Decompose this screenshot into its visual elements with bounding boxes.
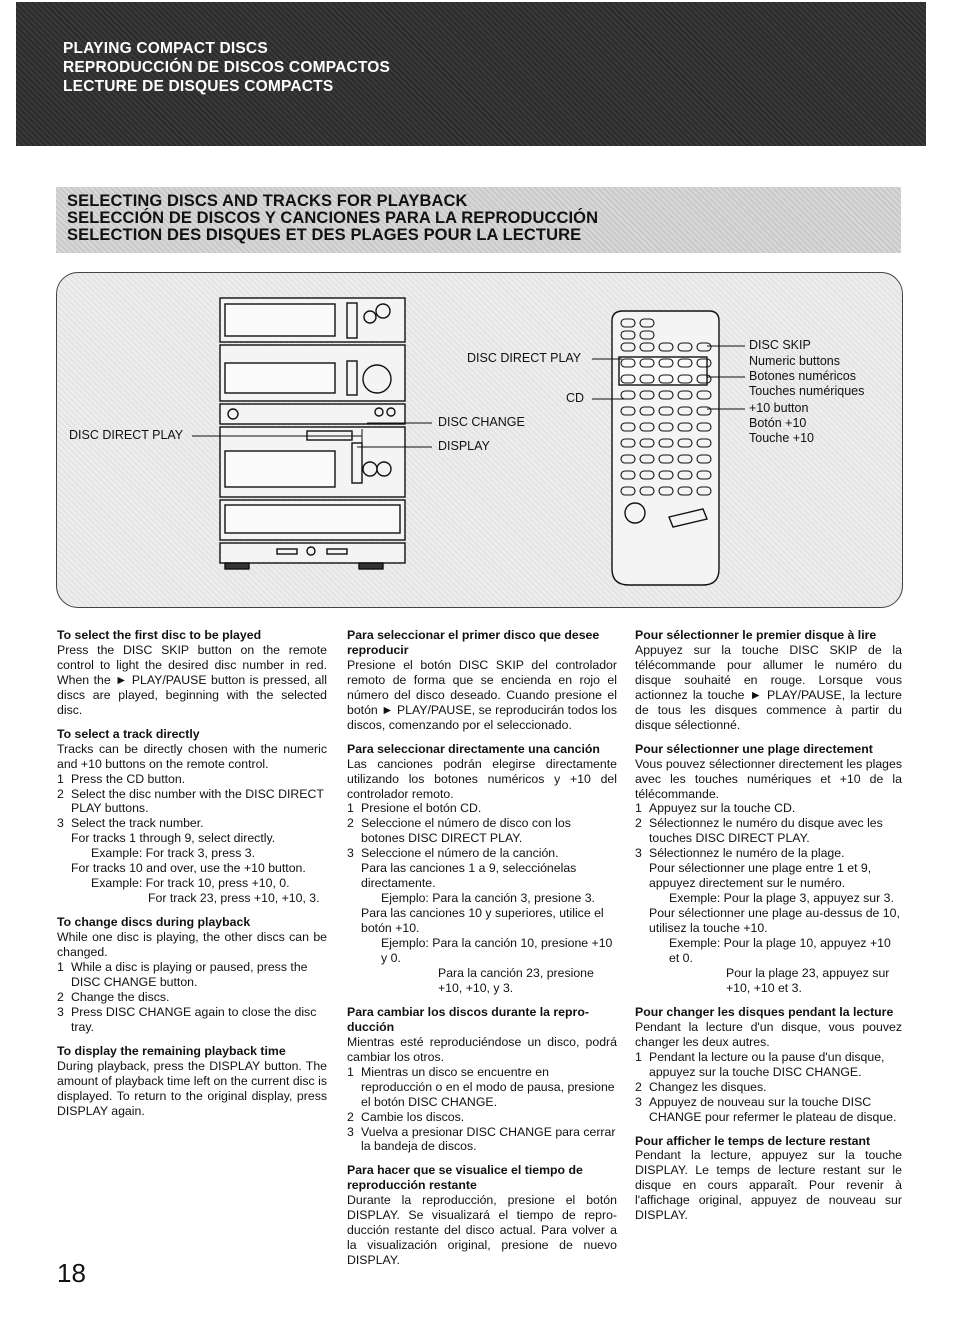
illustration-panel [56,272,903,608]
en-text-first-disc: Press the DISC SKIP button on the remote control to light the desired disc number in red. When the ► PLAY/PAUSE button is pressed, all discs are played, beginning with the selected disc. [57,642,327,717]
chapter-title-fr: LECTURE DE DISQUES COMPACTS [63,78,334,95]
en-text-change-discs: While one disc is playing, the other discs can be changed. [57,930,327,960]
es-heading-select-track: Para seleccionar directamente una canción [347,741,600,756]
es-heading-change-discs: Para cambiar los discos durante la repro-ducción [347,1004,589,1034]
es-example: Para la canción 23, presione +10, +10, y 3. [438,965,594,995]
fr-heading-first-disc: Pour sélectionner le premier disque à lire [635,628,877,642]
remote-control-drawing [612,311,719,585]
en-text-select-track: Tracks can be directly chosen with the numeric and +10 buttons on the remote control. [57,741,327,771]
list-item: 1 Mientras un disco se encuentre en reproducción o en el modo de pausa, presione el botón DISC CHANGE. [347,1064,615,1109]
en-example: Example: For track 3, press 3. [91,846,256,861]
fr-heading-change-discs: Pour changer les disques pendant la lecture [635,1004,894,1019]
label-numeric-es: Botones numéricos [749,369,857,383]
list-item: 1 Pendant la lecture ou la pause d'un disque, appuyez sur la touche DISC CHANGE. [635,1049,885,1079]
list-item: 1 Presione el botón CD. [347,801,482,816]
fr-text-change-discs: Pendant la lecture d'un disque, vous pouvez changer les deux autres. [635,1019,902,1049]
es-text-change-discs: Mientras esté reproduciéndose un disco, podrá cambiar los otros. [347,1034,617,1064]
fr-text-select-track: Vous pouvez sélectionner directement les plages avec les touches numériques et +10 de la télécommande. [635,756,902,801]
fr-heading-remaining-time: Pour afficher le temps de lecture restant [635,1133,871,1148]
es-heading-first-disc: Para seleccionar el primer disco que desee reproducir [347,628,600,657]
fr-substep: Pour sélectionner une plage au-dessus de 10, utilisez la touche +10. [649,906,900,936]
list-item: 3 Vuelva a presionar DISC CHANGE para cerrar la bandeja de discos. [347,1124,616,1154]
en-heading-select-track: To select a track directly [57,726,200,741]
label-plus10-fr: Touche +10 [749,431,814,445]
list-item: 3 Sélectionnez le numéro de la plage. [635,846,845,861]
list-item: 2 Sélectionnez le numéro du disque avec les touches DISC DIRECT PLAY. [635,816,883,846]
spanish-column [347,628,617,1268]
chapter-title-es: REPRODUCCIÓN DE DISCOS COMPACTOS [63,59,391,76]
es-substep: Para las canciones 10 y superiores, utilice el botón +10. [361,906,604,936]
fr-text-remaining-time: Pendant la lecture, appuyez sur la touche DISPLAY. Le temps de lecture restant sur le disque en cours apparaît. Pour revenir à l'affichage original, appuyez de nouveau sur DISPLAY. [635,1148,902,1223]
list-item: 2 Changez les disques. [635,1079,767,1094]
label-plus10-es: Botón +10 [749,416,807,430]
list-item: 3 Seleccione el número de la canción. [347,846,559,861]
section-title-fr: SELECTION DES DISQUES ET DES PLAGES POUR LA LECTURE [67,226,582,244]
en-example: For track 23, press +10, +10, 3. [148,891,320,906]
section-header [56,187,901,253]
list-item: 3 Select the track number. [57,816,204,831]
label-cd: CD [566,391,585,405]
es-substep: Para las canciones 1 a 9, selecciónelas directamente. [361,861,577,891]
label-plus10-en: +10 button [749,401,809,415]
fr-heading-select-track: Pour sélectionner une plage directement [635,741,873,756]
chapter-header [16,2,926,146]
label-numeric-en: Numeric buttons [749,354,841,368]
fr-text-first-disc: Appuyez sur la touche DISC SKIP de la télécommande pour allumer le numéro du disque souhaité en rouge. Lorsque vous actionnez la touche ► PLAY/PAUSE, la lecture de tous les disques commence à partir du disque sélectionné. [635,642,902,732]
fr-example: Pour la plage 23, appuyez sur +10, +10 et 3. [726,965,890,995]
fr-example: Exemple: Pour la plage 10, appuyez +10 et 0. [669,936,891,966]
en-heading-remaining-time: To display the remaining playback time [57,1043,286,1058]
french-column [635,628,902,1223]
en-example: Example: For track 10, press +10, 0. [91,876,290,891]
list-item: 1 Appuyez sur la touche CD. [635,801,796,816]
es-text-select-track: Las canciones podrán elegirse directamente utilizando los botones numéricos y +10 del controlador remoto. [347,756,617,801]
es-text-first-disc: Presione el botón DISC SKIP del controlador remoto de forma que se encienda en rojo el número del disco deseado. Cuando presione el botón ► PLAY/PAUSE, se reproducirán todos los discos, comenzando por el seleccionado. [347,657,617,732]
label-numeric-fr: Touches numériques [749,384,865,398]
fr-substep: Pour sélectionner une plage entre 1 et 9, appuyez directement sur le numéro. [649,861,872,891]
en-substep: For tracks 10 and over, use the +10 button. [71,861,306,876]
list-item: 2 Change the discs. [57,989,170,1004]
chapter-title-en: PLAYING COMPACT DISCS [63,40,268,57]
en-substep: For tracks 1 through 9, select directly. [71,831,276,846]
section-title-en: SELECTING DISCS AND TRACKS FOR PLAYBACK [67,192,468,210]
es-example: Ejemplo: Para la canción 10, presione +10 y 0. [381,936,613,966]
list-item: 2 Seleccione el número de disco con los botones DISC DIRECT PLAY. [347,816,571,846]
es-text-remaining-time: Durante la reproducción, presione el botón DISPLAY. Se visualizará el tiempo de repro-ducción restante del disco actual. Para volver a la visualización original, presione de nuevo DISPLAY. [347,1193,617,1268]
label-disc-direct-play-unit: DISC DIRECT PLAY [69,428,184,442]
page-number: 18 [57,1258,86,1288]
en-heading-first-disc: To select the first disc to be played [57,628,262,642]
label-disc-change: DISC CHANGE [438,415,525,429]
list-item: 1 While a disc is playing or paused, press the DISC CHANGE button. [57,960,308,989]
label-display: DISPLAY [438,439,490,453]
english-column [57,628,327,1119]
en-heading-change-discs: To change discs during playback [57,915,251,930]
label-disc-direct-play-remote: DISC DIRECT PLAY [467,351,582,365]
en-text-remaining-time: During playback, press the DISPLAY button. The amount of playback time left on the current disc is displayed. To return to the original display, press DISPLAY again. [57,1058,327,1118]
label-disc-skip: DISC SKIP [749,338,811,352]
list-item: 2 Cambie los discos. [347,1109,465,1124]
es-example: Ejemplo: Para la canción 3, presione 3. [381,891,595,906]
es-heading-remaining-time: Para hacer que se visualice el tiempo de reproducción restante [347,1163,583,1193]
stereo-unit-drawing [220,298,405,569]
list-item: 3 Press DISC CHANGE again to close the disc tray. [57,1004,317,1034]
list-item: 1 Press the CD button. [57,771,186,786]
fr-example: Exemple: Pour la plage 3, appuyez sur 3. [669,891,894,906]
list-item: 2 Select the disc number with the DISC DIRECT PLAY buttons. [57,786,324,816]
list-item: 3 Appuyez de nouveau sur la touche DISC CHANGE pour refermer le plateau de disque. [635,1094,897,1124]
section-title-es: SELECCIÓN DE DISCOS Y CANCIONES PARA LA REPRODUCCIÓN [67,209,599,227]
